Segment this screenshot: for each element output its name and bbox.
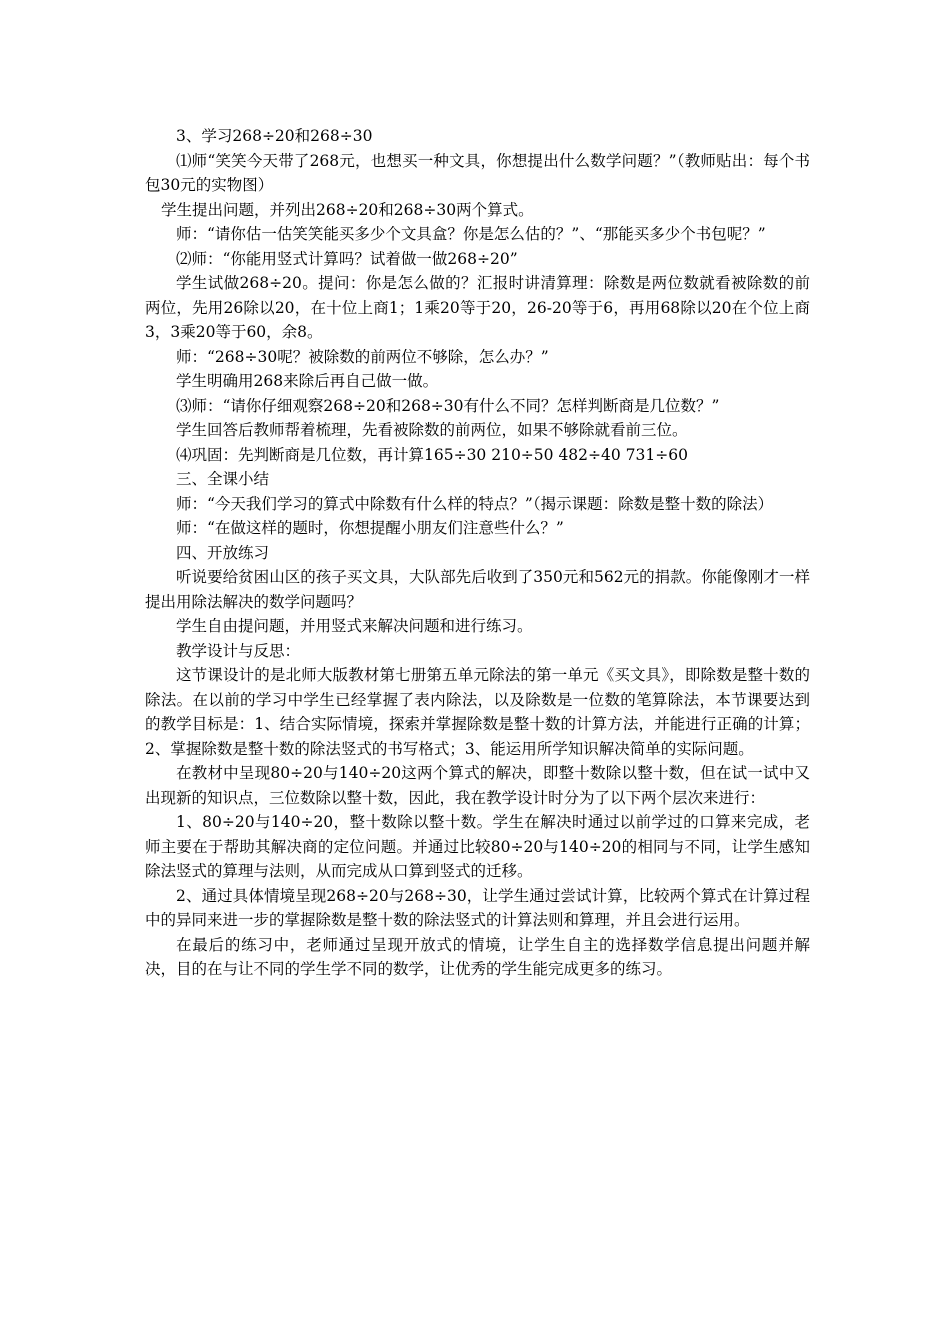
paragraph: 1、80÷20与140÷20，整十数除以整十数。学生在解决时通过以前学过的口算来完成，老师主要在于帮助其解决商的定位问题。并通过比较80÷20与140÷20的相同与不同，让学生感知除法竖式的算理与法则，从而完成从口算到竖式的迁移。 [145,813,810,880]
document-body [145,124,810,982]
paragraph: 学生提出问题，并列出268÷20和268÷30两个算式。 [161,200,534,219]
paragraph: 学生试做268÷20。提问：你是怎么做的？汇报时讲清算理：除数是两位数就看被除数的前两位，先用26除以20，在十位上商1；1乘20等于20，26-20等于6，再用68除以20在个位上商3，3乘20等于60，余8。 [145,274,810,341]
paragraph: 在教材中呈现80÷20与140÷20这两个算式的解决，即整十数除以整十数，但在试一试中又出现新的知识点，三位数除以整十数，因此，我在教学设计时分为了以下两个层次来进行： [145,764,810,807]
paragraph: 师：“今天我们学习的算式中除数有什么样的特点？”（揭示课题：除数是整十数的除法） [176,494,774,513]
paragraph: 3、学习268÷20和268÷30 [176,127,373,145]
paragraph: ⑵师：“你能用竖式计算吗？试着做一做268÷20” [176,249,518,268]
section-heading: 教学设计与反思： [176,641,301,660]
paragraph: 学生明确用268来除后再自己做一做。 [176,372,439,390]
paragraph: 师：“请你估一估笑笑能买多少个文具盒？你是怎么估的？”、“那能买多少个书包呢？” [176,225,766,243]
paragraph: 师：“在做这样的题时，你想提醒小朋友们注意些什么？” [176,519,564,537]
paragraph: 在最后的练习中，老师通过呈现开放式的情境，让学生自主的选择数学信息提出问题并解决，目的在与让不同的学生学不同的数学，让优秀的学生能完成更多的练习。 [145,935,810,978]
section-heading: 三、全课小结 [176,470,270,488]
paragraph: ⑴师“笑笑今天带了268元，也想买一种文具，你想提出什么数学问题？”（教师贴出：每个书包30元的实物图） [145,151,810,194]
paragraph: ⑷巩固：先判断商是几位数，再计算165÷30 210÷50 482÷40 731÷60 [176,445,688,464]
section-heading: 四、开放练习 [176,543,270,562]
paragraph: 学生回答后教师帮着梳理，先看被除数的前两位，如果不够除就看前三位。 [176,421,688,439]
paragraph: 师：“268÷30呢？被除数的前两位不够除，怎么办？” [176,347,549,366]
paragraph: 听说要给贫困山区的孩子买文具，大队部先后收到了350元和562元的捐款。你能像刚才一样提出用除法解决的数学问题吗？ [145,568,810,611]
paragraph: ⑶师：“请你仔细观察268÷20和268÷30有什么不同？怎样判断商是几位数？” [176,396,720,415]
paragraph: 2、通过具体情境呈现268÷20与268÷30，让学生通过尝试计算，比较两个算式在计算过程中的异同来进一步的掌握除数是整十数的除法竖式的计算法则和算理，并且会进行运用。 [145,886,810,929]
paragraph: 学生自由提问题，并用竖式来解决问题和进行练习。 [176,617,533,635]
paragraph: 这节课设计的是北师大版教材第七册第五单元除法的第一单元《买文具》，即除数是整十数的除法。在以前的学习中学生已经掌握了表内除法，以及除数是一位数的笔算除法，本节课要达到的教学目标是：1、结合实际情境，探索并掌握除数是整十数的计算方法，并能进行正确的计算；2、掌握除数是整十数的除法竖式的书写格式；3、能运用所学知识解决简单的实际问题。 [145,666,810,758]
